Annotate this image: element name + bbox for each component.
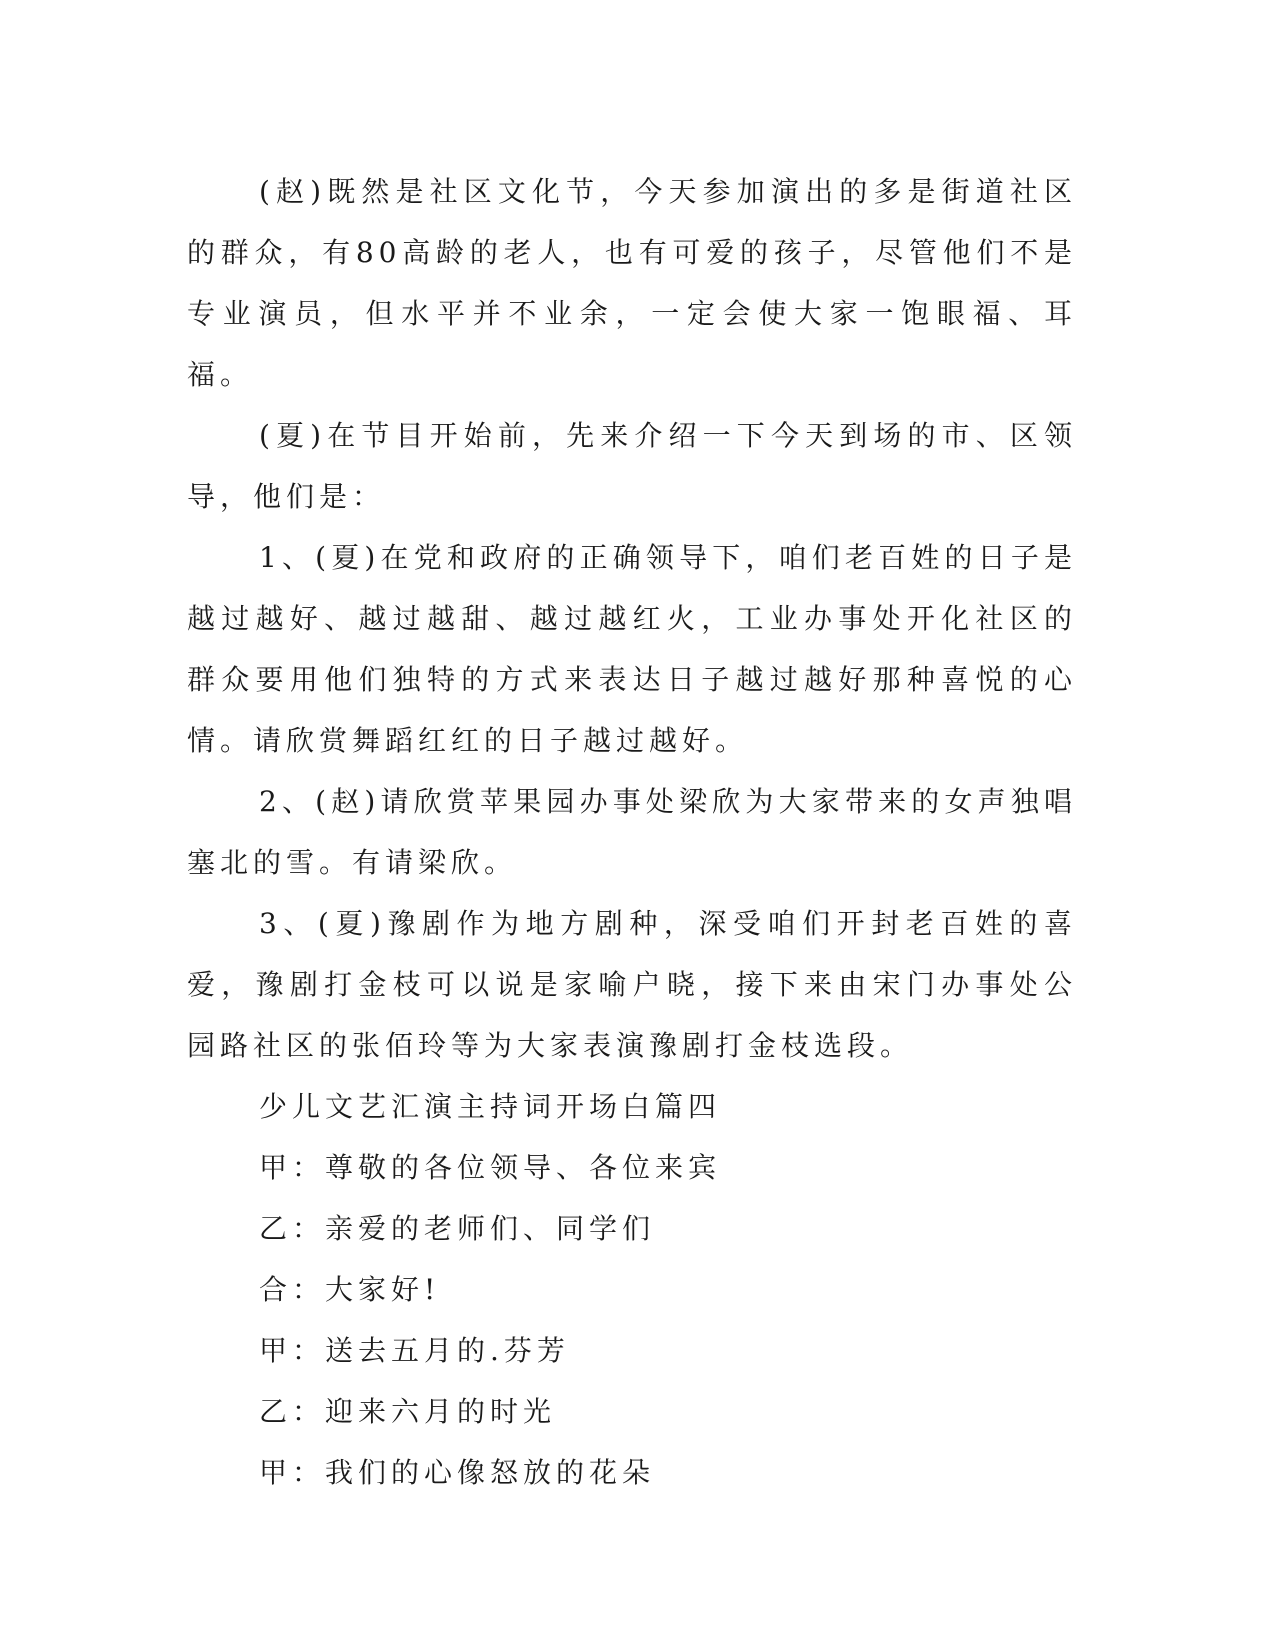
- paragraph-program-1: 1、(夏)在党和政府的正确领导下，咱们老百姓的日子是越过越好、越过越甜、越过越红火，工业办事处开化社区的群众要用他们独特的方式来表达日子越过越好那种喜悦的心情。请欣赏舞蹈红红的日子越过越好。: [187, 541, 1077, 757]
- dialogue-line: 甲：我们的心像怒放的花朵: [259, 1456, 656, 1489]
- paragraph-program-2: 2、(赵)请欣赏苹果园办事处梁欣为大家带来的女声独唱塞北的雪。有请梁欣。: [187, 785, 1077, 879]
- document-body: [187, 161, 1077, 1503]
- section-title: 少儿文艺汇演主持词开场白篇四: [259, 1090, 722, 1123]
- paragraph-program-3: 3、(夏)豫剧作为地方剧种，深受咱们开封老百姓的喜爱，豫剧打金枝可以说是家喻户晓，接下来由宋门办事处公园路社区的张佰玲等为大家表演豫剧打金枝选段。: [187, 907, 1077, 1062]
- dialogue-line: 合：大家好!: [259, 1273, 441, 1306]
- dialogue-line: 甲：尊敬的各位领导、各位来宾: [259, 1151, 722, 1184]
- paragraph-culture-festival: (赵)既然是社区文化节，今天参加演出的多是街道社区的群众，有80高龄的老人，也有可爱的孩子，尽管他们不是专业演员，但水平并不业余，一定会使大家一饱眼福、耳福。: [187, 175, 1077, 391]
- paragraph-leaders-intro: (夏)在节目开始前，先来介绍一下今天到场的市、区领导，他们是：: [187, 419, 1077, 513]
- dialogue-line: 乙：迎来六月的时光: [259, 1395, 557, 1428]
- dialogue-line: 乙：亲爱的老师们、同学们: [259, 1212, 656, 1245]
- dialogue-line: 甲：送去五月的.芬芳: [259, 1334, 570, 1367]
